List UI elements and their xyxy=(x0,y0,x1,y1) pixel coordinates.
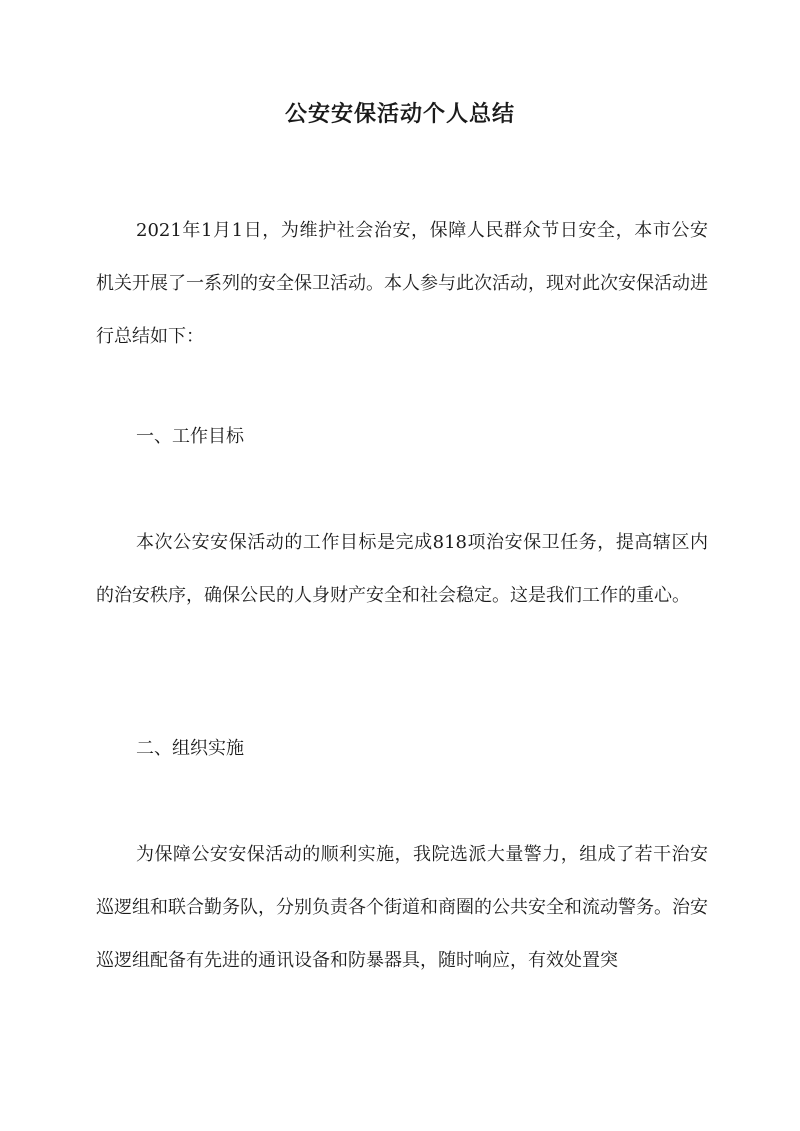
section-heading-goals: 一、工作目标 xyxy=(136,426,244,447)
document-title: 公安安保活动个人总结 xyxy=(284,101,515,127)
implementation-paragraph: 为保障公安安保活动的顺利实施，我院选派大量警力，组成了若干治安巡逻组和联合勤务队，分别负责各个街道和商圈的公共安全和流动警务。治安巡逻组配备有先进的通讯设备和防暴器具，随时响应，有效处置突 xyxy=(96,844,708,971)
intro-paragraph: 2021年1月1日，为维护社会治安，保障人民群众节日安全，本市公安机关开展了一系列的安全保卫活动。本人参与此次活动，现对此次安保活动进行总结如下： xyxy=(96,220,708,347)
section-heading-implementation: 二、组织实施 xyxy=(136,738,244,759)
goals-paragraph: 本次公安安保活动的工作目标是完成818项治安保卫任务，提高辖区内的治安秩序，确保公民的人身财产安全和社会稳定。这是我们工作的重心。 xyxy=(96,532,708,606)
